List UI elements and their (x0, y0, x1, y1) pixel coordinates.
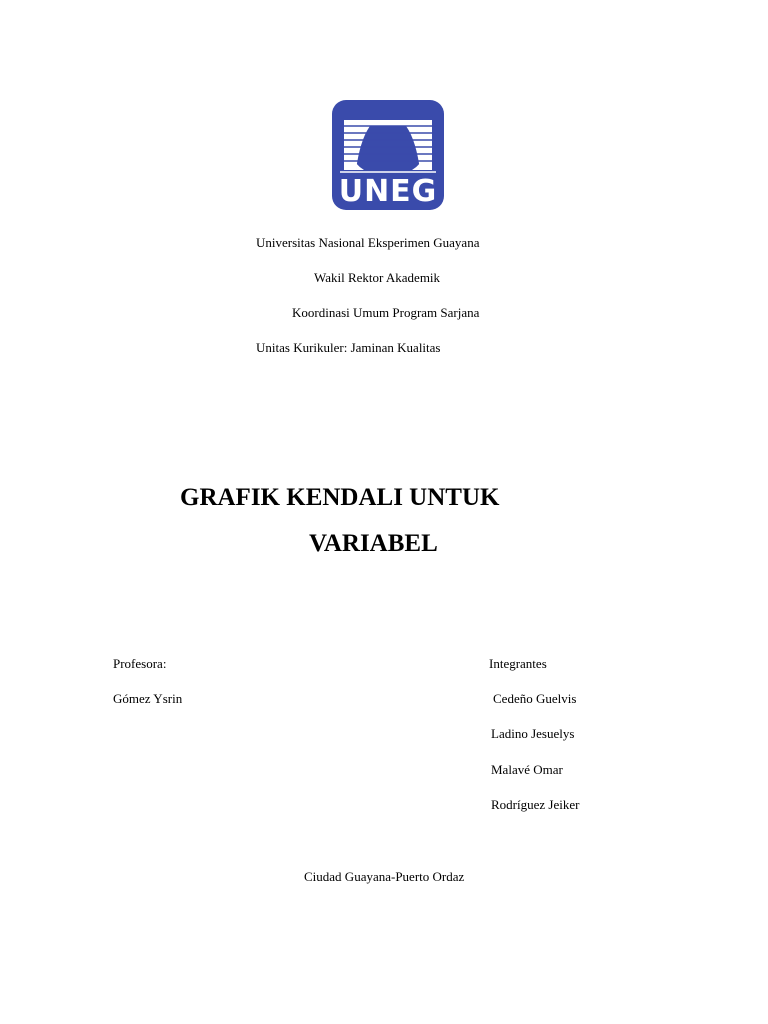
university-name: Universitas Nasional Eksperimen Guayana (256, 235, 480, 250)
document-title-line-2: VARIABEL (309, 530, 438, 557)
member-name: Malavé Omar (491, 762, 563, 777)
vice-rector: Wakil Rektor Akademik (314, 270, 441, 285)
document-title-line-1: GRAFIK KENDALI UNTUK (180, 484, 500, 511)
member-name: Cedeño Guelvis (493, 691, 577, 706)
footer-location: Ciudad Guayana-Puerto Ordaz (304, 869, 465, 884)
curricular-unit: Unitas Kurikuler: Jaminan Kualitas (256, 340, 441, 355)
uneg-logo (332, 100, 444, 210)
professor-name: Gómez Ysrin (113, 691, 183, 706)
member-name: Rodríguez Jeiker (491, 797, 580, 812)
member-name: Ladino Jesuelys (491, 726, 575, 741)
professor-label: Profesora: (113, 656, 167, 671)
logo-text: UNEG (338, 174, 438, 209)
members-label: Integrantes (489, 656, 547, 671)
coordination: Koordinasi Umum Program Sarjana (292, 305, 480, 320)
